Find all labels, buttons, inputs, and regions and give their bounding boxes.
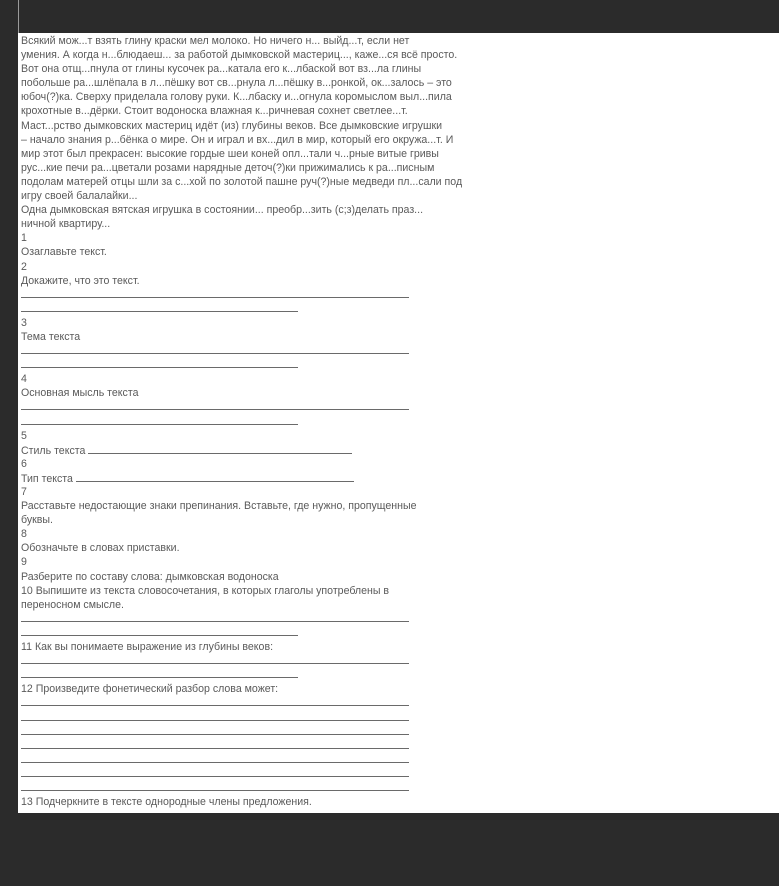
text-line: Маст...рство дымковских мастериц идёт (из) глубины веков. Все дымковские игрушки [21,119,443,132]
document-content [21,34,561,809]
answer-line[interactable] [21,415,561,429]
task-question: 11 Как вы понимаете выражение из глубины веков: [21,641,274,654]
answer-line[interactable] [21,739,561,753]
task-number: 1 [21,232,27,245]
task-question: Разберите по составу слова: дымковская водоноска [21,570,279,583]
text-line: рус...кие печи ра...цветали розами нарядные деточ(?)ки прижимались к ра...писным [21,161,435,174]
answer-line[interactable] [21,626,561,640]
task-question: Расставьте недостающие знаки препинания. Вставьте, где нужно, пропущенные [21,500,417,513]
task-number: 4 [21,373,27,386]
task-number: 8 [21,528,27,541]
task-question: Стиль текста [21,444,86,457]
task-question: Обозначьте в словах приставки. [21,542,180,555]
answer-line[interactable] [21,358,561,372]
task-question: 12 Произведите фонетический разбор слова может: [21,683,279,696]
cursor-line [18,0,19,33]
task-question: Докажите, что это текст. [21,274,140,287]
answer-line[interactable] [21,288,561,302]
task-number: 5 [21,429,27,442]
text-line: крохотные в...дёрки. Стоит водоноска влажная к...ричневая сохнет светлее...т. [21,105,408,118]
text-line: игру своей балалайки... [21,190,138,203]
answer-line[interactable] [21,668,561,682]
task-number: 7 [21,486,27,498]
task-number: 9 [21,556,27,569]
task-question: буквы. [21,514,53,527]
answer-line[interactable] [21,725,561,739]
answer-line[interactable] [21,302,561,316]
answer-blank[interactable] [76,471,354,482]
answer-line[interactable] [21,344,561,358]
task-question-with-blank [21,443,561,457]
task-question: переносном смысле. [21,598,124,611]
task-question: Тема текста [21,330,81,343]
answer-line[interactable] [21,781,561,795]
text-line: Вот она отщ...пнула от глины кусочек ра...катала его к...лбаской вот вз...ла глины [21,63,422,76]
answer-line[interactable] [21,654,561,668]
answer-line[interactable] [21,753,561,767]
text-line: побольше ра...шлёпала в л...пёшку вот св...рнула л...пёшку в...ронкой, ок...залось – это [21,77,452,90]
task-question: Тип текста [21,472,73,485]
answer-line[interactable] [21,400,561,414]
answer-line[interactable] [21,696,561,710]
answer-blank[interactable] [88,443,352,454]
task-question: 13 Подчеркните в тексте однородные члены предложения. [21,796,312,809]
answer-line[interactable] [21,711,561,725]
text-line: мир этот был прекрасен: высокие гордые шеи коней опл...тали ч...рные витые гривы [21,147,439,160]
task-number: 6 [21,457,27,470]
document-page [18,33,779,813]
task-question: 10 Выпишите из текста словосочетания, в которых глаголы употреблены в [21,584,390,597]
answer-line[interactable] [21,767,561,781]
text-line: подолам матерей отцы шли за с...хой по золотой пашне руч(?)ные медведи пл...сали под [21,175,463,188]
text-line: Всякий мож...т взять глину краски мел молоко. Но ничего н... выйд...т, если нет [21,35,410,47]
task-number: 3 [21,316,27,329]
text-line: ничной квартиру... [21,218,111,231]
text-line: – начало знания р...бёнка о мире. Он и играл и вх...дил в мир, который его окружа...т. И [21,133,454,146]
text-line: юбоч(?)ка. Сверху приделала голову руки. К...лбаску и...огнула коромыслом выл...пила [21,91,452,104]
task-question: Озаглавьте текст. [21,246,107,259]
text-line: умения. А когда н...блюдаеш... за работой дымковской мастериц..., каже...ся всё просто. [21,49,458,62]
task-question: Основная мысль текста [21,387,139,400]
task-number: 2 [21,260,27,273]
text-line: Одна дымковская вятская игрушка в состоянии... преобр...зить (с;з)делать праз... [21,204,424,217]
task-question-with-blank [21,471,561,485]
answer-line[interactable] [21,612,561,626]
